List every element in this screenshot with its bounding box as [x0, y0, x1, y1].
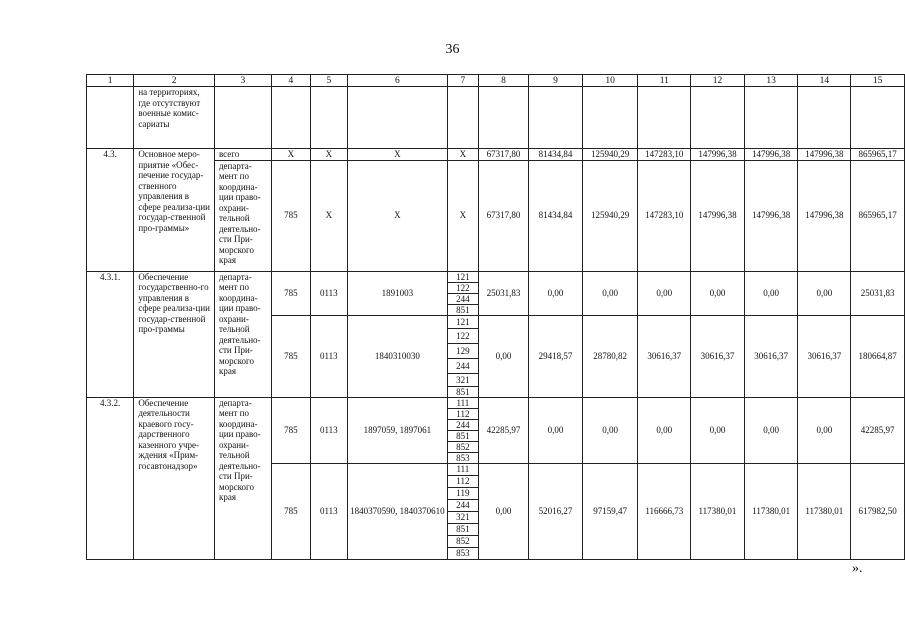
kosgu-code: 853 — [456, 547, 470, 558]
measure-name: Обеспечение деятельности краевого госу-дарственного казенного учре-ждения «Прим-госавтонадзор» — [134, 397, 215, 559]
kosgu-code: 122 — [448, 283, 478, 294]
value-cell: 117380,01 — [691, 463, 745, 559]
kosgu-code: 851 — [448, 524, 478, 536]
kosgu-code: 853 — [456, 452, 470, 463]
header-cell: 10 — [582, 75, 638, 87]
kosgu-code: 244 — [448, 500, 478, 512]
value-cell: 0,00 — [744, 397, 798, 463]
value-cell: 617982,50 — [851, 463, 905, 559]
cell-grbs: 785 — [271, 397, 310, 463]
executor: департа-мент по координа-ции право-охрани-тельной деятельно-сти При-морского края — [214, 397, 271, 559]
value-cell: 147996,38 — [798, 160, 851, 271]
value-cell: 0,00 — [691, 397, 745, 463]
kosgu-code: 121 — [448, 316, 478, 329]
kosgu-code: 244 — [448, 294, 478, 305]
value-cell: 0,00 — [638, 397, 691, 463]
value-cell: 180664,87 — [851, 315, 905, 397]
cell-grbs: 785 — [271, 463, 310, 559]
kosgu-code: 244 — [448, 420, 478, 431]
value-cell: 0,00 — [582, 271, 638, 315]
value-cell: 0,00 — [478, 315, 529, 397]
row-number: 4.3.1. — [87, 271, 134, 397]
header-cell: 14 — [798, 75, 851, 87]
value-cell: 81434,84 — [529, 160, 583, 271]
kosgu-code: 851 — [456, 386, 470, 397]
value-cell: 25031,83 — [851, 271, 905, 315]
cell-section: Х — [311, 149, 348, 161]
value-cell: 30616,37 — [798, 315, 851, 397]
kosgu-code: 851 — [448, 431, 478, 442]
executor: департа-мент по координа-ции право-охрани-тельной деятельно-сти При-морского края — [214, 271, 271, 397]
header-cell: 5 — [311, 75, 348, 87]
table-row — [87, 271, 905, 315]
cell-target: Х — [347, 149, 448, 161]
kosgu-code: 112 — [448, 409, 478, 420]
header-cell: 2 — [134, 75, 215, 87]
executor: всего — [214, 149, 271, 161]
value-cell: 0,00 — [529, 397, 583, 463]
cell-section: Х — [311, 160, 348, 271]
value-cell: 30616,37 — [638, 315, 691, 397]
kosgu-code: 321 — [448, 374, 478, 387]
cell-section: 0113 — [311, 315, 348, 397]
kosgu-code: 851 — [456, 304, 470, 315]
value-cell: 0,00 — [478, 463, 529, 559]
cell-grbs: Х — [271, 149, 310, 161]
value-cell: 97159,47 — [582, 463, 638, 559]
cell-section: 0113 — [311, 463, 348, 559]
cell-kosgu: Х — [448, 160, 479, 271]
value-cell: 147996,38 — [691, 160, 745, 271]
measure-name: Обеспечение государственно-го управления в сфере реализа-ции государ-ственной про-граммы — [134, 271, 215, 397]
kosgu-code: 321 — [448, 512, 478, 524]
value-cell: 117380,01 — [798, 463, 851, 559]
cell-target: 1840370590, 1840370610 — [347, 463, 448, 559]
value-cell: 42285,97 — [851, 397, 905, 463]
value-cell: 0,00 — [798, 397, 851, 463]
value-cell: 0,00 — [744, 271, 798, 315]
continuation-row — [87, 87, 905, 149]
row-number: 4.3. — [87, 149, 134, 272]
kosgu-code: 129 — [448, 344, 478, 359]
kosgu-code: 121 — [448, 272, 478, 283]
header-cell: 6 — [347, 75, 448, 87]
cell-kosgu: Х — [448, 149, 479, 161]
kosgu-list — [448, 315, 479, 397]
value-cell: 0,00 — [582, 397, 638, 463]
row-number: 4.3.2. — [87, 397, 134, 559]
value-cell: 28780,82 — [582, 315, 638, 397]
kosgu-list — [448, 271, 479, 315]
value-cell: 147996,38 — [744, 160, 798, 271]
header-cell: 15 — [851, 75, 905, 87]
kosgu-code: 122 — [448, 329, 478, 344]
table-row — [87, 149, 905, 161]
value-cell: 42285,97 — [478, 397, 529, 463]
value-cell: 67317,80 — [478, 149, 529, 161]
value-cell: 29418,57 — [529, 315, 583, 397]
cell-grbs: 785 — [271, 315, 310, 397]
cell-section: 0113 — [311, 271, 348, 315]
value-cell: 30616,37 — [744, 315, 798, 397]
value-cell: 116666,73 — [638, 463, 691, 559]
header-row — [87, 75, 905, 87]
measure-name: Основное меро-приятие «Обес-печение государ-ственного управления в сфере реализа-ции государ-ственной про-граммы» — [134, 149, 215, 272]
value-cell: 865965,17 — [851, 160, 905, 271]
budget-table — [86, 74, 905, 560]
value-cell: 117380,01 — [744, 463, 798, 559]
page-number: 36 — [445, 42, 460, 57]
cell-target: 1840310030 — [347, 315, 448, 397]
value-cell: 30616,37 — [691, 315, 745, 397]
kosgu-code: 119 — [448, 488, 478, 500]
kosgu-list — [448, 463, 479, 559]
value-cell: 147996,38 — [798, 149, 851, 161]
value-cell: 125940,29 — [582, 149, 638, 161]
closing-quote: ». — [852, 561, 863, 576]
table-row — [87, 397, 905, 463]
cell-grbs: 785 — [271, 271, 310, 315]
kosgu-code: 852 — [448, 536, 478, 548]
header-cell: 11 — [638, 75, 691, 87]
kosgu-code: 111 — [448, 398, 478, 409]
cell-target: 1891003 — [347, 271, 448, 315]
value-cell: 865965,17 — [851, 149, 905, 161]
kosgu-code: 111 — [448, 464, 478, 476]
header-cell: 4 — [271, 75, 310, 87]
executor: департа-мент по координа-ции право-охрани-тельной деятельно-сти При-морского края — [214, 160, 271, 271]
kosgu-code: 112 — [448, 476, 478, 488]
kosgu-code: 244 — [448, 359, 478, 374]
header-cell: 9 — [529, 75, 583, 87]
value-cell: 0,00 — [798, 271, 851, 315]
value-cell: 81434,84 — [529, 149, 583, 161]
continuation-name: на территориях, где отсутствуют военные комис-сариаты — [134, 87, 215, 149]
value-cell: 147996,38 — [691, 149, 745, 161]
value-cell: 0,00 — [638, 271, 691, 315]
cell-target: Х — [347, 160, 448, 271]
value-cell: 147283,10 — [638, 160, 691, 271]
header-cell: 13 — [744, 75, 798, 87]
value-cell: 0,00 — [529, 271, 583, 315]
value-cell: 125940,29 — [582, 160, 638, 271]
value-cell: 25031,83 — [478, 271, 529, 315]
header-cell: 3 — [214, 75, 271, 87]
cell-section: 0113 — [311, 397, 348, 463]
cell-target: 1897059, 1897061 — [347, 397, 448, 463]
header-cell: 8 — [478, 75, 529, 87]
cell-grbs: 785 — [271, 160, 310, 271]
kosgu-code: 852 — [448, 442, 478, 453]
header-cell: 7 — [448, 75, 479, 87]
value-cell: 147996,38 — [744, 149, 798, 161]
header-cell: 12 — [691, 75, 745, 87]
value-cell: 0,00 — [691, 271, 745, 315]
value-cell: 147283,10 — [638, 149, 691, 161]
value-cell: 67317,80 — [478, 160, 529, 271]
header-cell: 1 — [87, 75, 134, 87]
value-cell: 52016,27 — [529, 463, 583, 559]
kosgu-list — [448, 397, 479, 463]
